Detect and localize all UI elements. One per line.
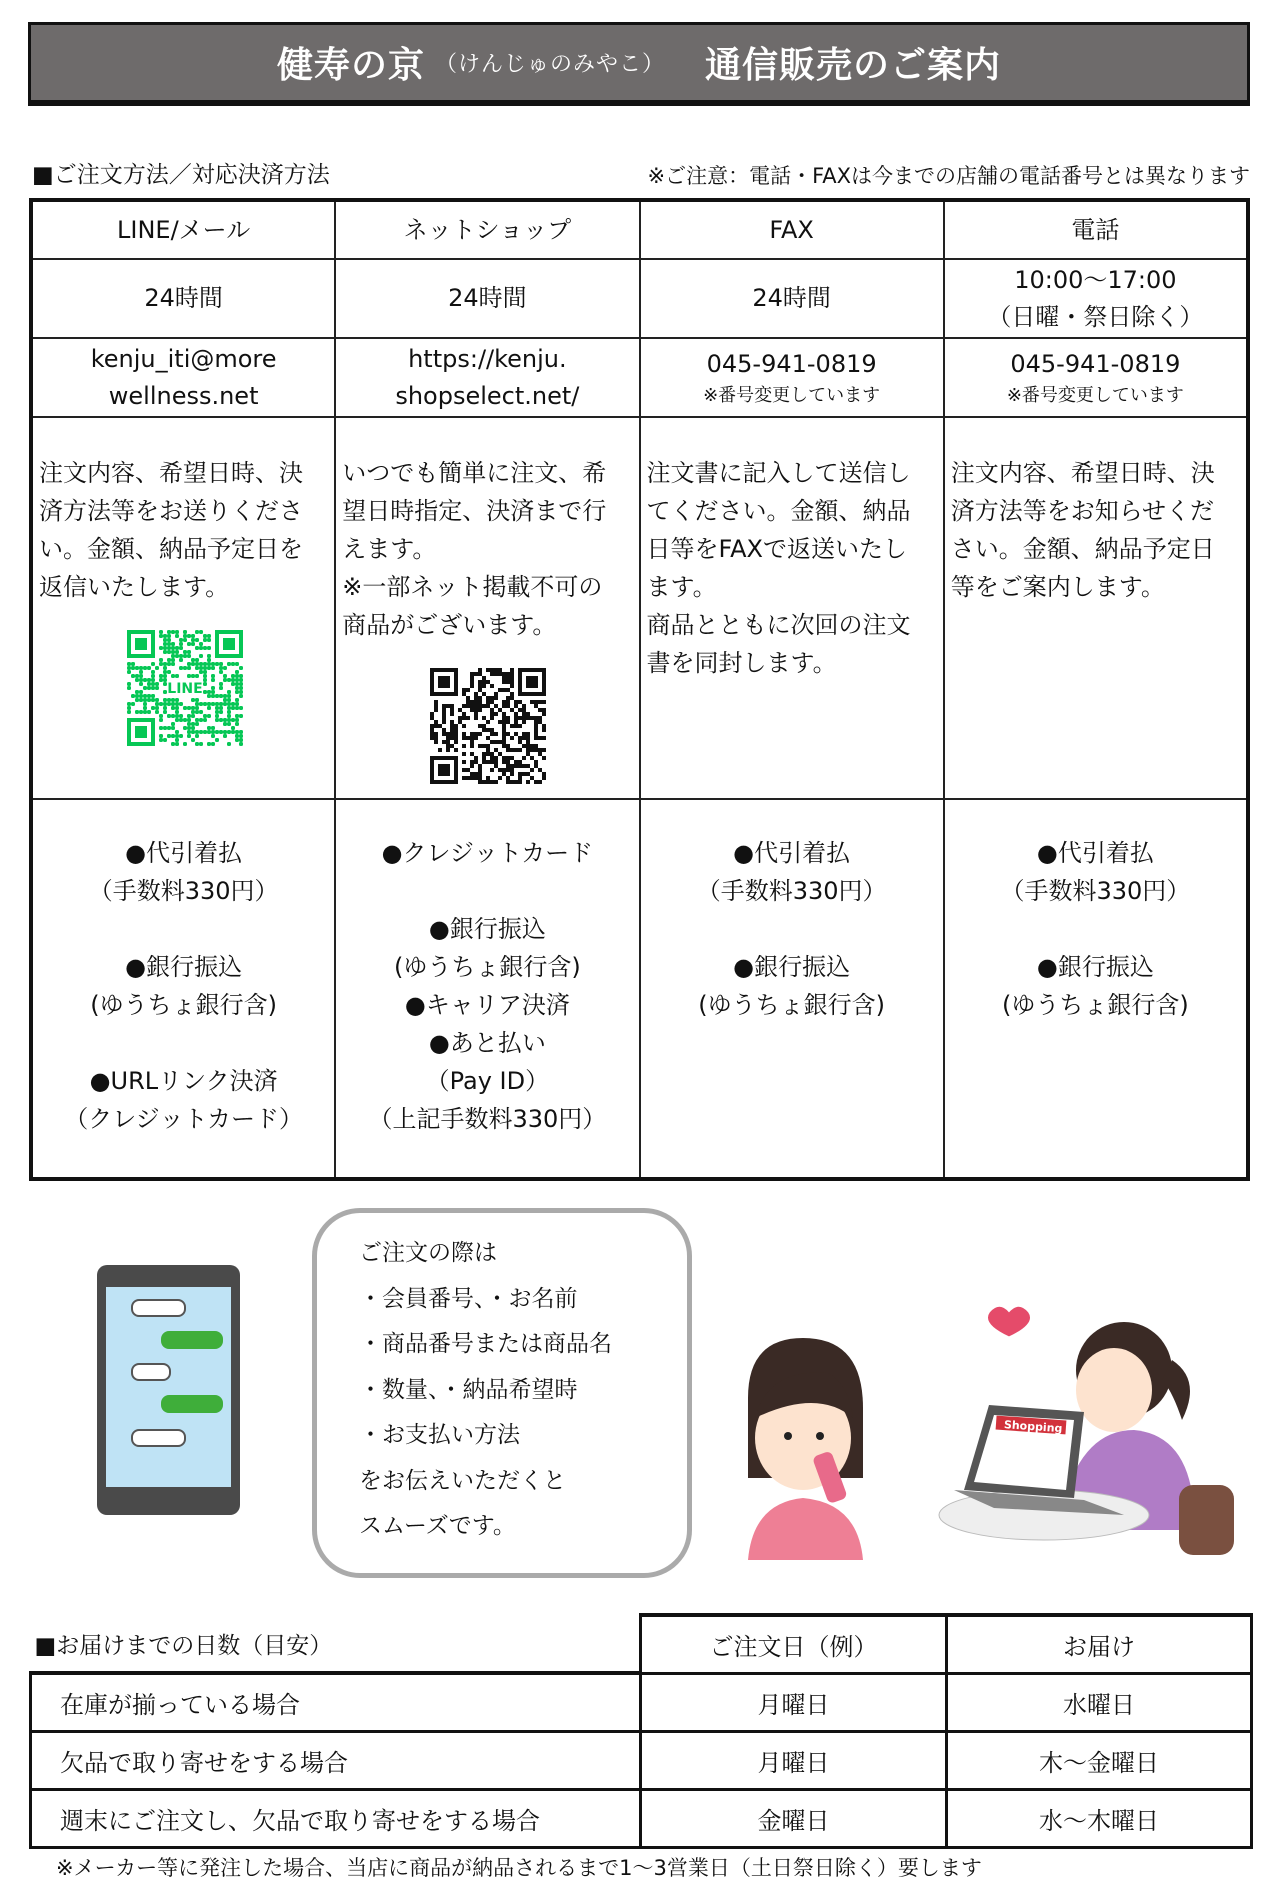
case-cell: 在庫が揃っている場合	[31, 1673, 641, 1731]
text-line: 等をご案内します。	[950, 573, 1165, 601]
table-row	[31, 1789, 1252, 1847]
order-day-cell: 月曜日	[641, 1673, 947, 1731]
text-line: ●銀行振込	[733, 953, 851, 981]
description-cell	[944, 417, 1248, 799]
woman-online-shopping-illustration	[934, 1300, 1234, 1556]
contact-note: ※番号変更しています	[1006, 385, 1184, 406]
order-day-cell: 月曜日	[641, 1731, 947, 1789]
text-line: てください。金額、納品	[646, 497, 911, 525]
footnote: ※メーカー等に発注した場合、当店に商品が納品されるまで1～3営業日（土日祭日除く）要します	[56, 1856, 982, 1880]
hours-cell	[31, 259, 335, 338]
method-name: 電話	[1071, 215, 1120, 244]
page-subtitle: 通信販売のご案内	[705, 45, 1002, 86]
delivery-day-cell: 木～金曜日	[947, 1731, 1252, 1789]
contact-cell[interactable]	[335, 338, 639, 417]
method-name: LINE/メール	[117, 215, 251, 244]
text-line: 済方法等をお送りくださ	[39, 497, 303, 525]
text-line: 済方法等をお知らせくだ	[950, 497, 1215, 525]
note-line: ・お支払い方法	[359, 1422, 520, 1448]
text-line: （Pay ID）	[425, 1067, 550, 1095]
text-line: ます。	[646, 573, 717, 601]
table-row	[31, 1673, 1252, 1731]
contact-cell	[944, 338, 1248, 417]
shop-qr-code[interactable]	[430, 668, 546, 784]
delivery-day-cell: 水曜日	[947, 1673, 1252, 1731]
text-line: ※一部ネット掲載不可の	[342, 573, 603, 601]
description-cell	[31, 417, 335, 799]
payment-methods-cell	[31, 799, 335, 1179]
phone-change-notice: ※ご注意：電話・FAXは今までの店舗の電話番号とは異なります	[647, 164, 1250, 188]
method-header	[31, 200, 335, 259]
header-delivery: お届け	[947, 1615, 1252, 1673]
delivery-day-cell: 水～木曜日	[947, 1789, 1252, 1847]
delivery-section-title: ■お届けまでの日数（目安）	[31, 1615, 641, 1673]
text-line: （日曜・祭日除く）	[987, 302, 1204, 331]
order-day-cell: 金曜日	[641, 1789, 947, 1847]
order-methods-table	[29, 198, 1250, 1181]
text-line: 045-941-0819	[1010, 350, 1181, 378]
text-line: https://kenju.	[408, 344, 567, 373]
text-line: 日等をFAXで返送いたし	[646, 535, 907, 563]
table-row	[31, 1731, 1252, 1789]
text-line: （クレジットカード）	[64, 1105, 303, 1133]
text-line: 望日時指定、決済まで行	[342, 497, 607, 525]
hours-cell	[640, 259, 944, 338]
line-qr-code[interactable]	[127, 630, 243, 746]
order-info-note	[312, 1208, 692, 1578]
note-line: ・会員番号、・お名前	[359, 1285, 578, 1312]
line-qr-label: LINE	[166, 681, 203, 697]
text-line: (ゆうちょ銀行含)	[698, 991, 885, 1019]
text-line	[945, 910, 1246, 948]
shop-name: 健寿の京	[276, 45, 425, 86]
text-line	[33, 910, 334, 948]
text-line: ●あと払い	[428, 1029, 546, 1057]
text-line: えます。	[342, 535, 437, 563]
payment-methods-cell	[335, 799, 639, 1179]
text-line: wellness.net	[108, 381, 259, 410]
text-line: （上記手数料330円）	[368, 1105, 607, 1133]
text-line: 10:00～17:00	[1014, 265, 1177, 294]
contact-note: ※番号変更しています	[703, 385, 881, 406]
text-line: shopselect.net/	[395, 381, 580, 410]
order-section-title: ■ご注文方法／対応決済方法	[32, 162, 330, 188]
text-line: 24時間	[144, 284, 223, 312]
text-line: いつでも簡単に注文、希	[342, 459, 607, 487]
text-line: kenju_iti@more	[90, 344, 277, 373]
text-line: さい。金額、納品予定日	[950, 535, 1215, 563]
case-cell: 欠品で取り寄せをする場合	[31, 1731, 641, 1789]
note-line: スムーズです。	[359, 1513, 516, 1539]
text-line: 商品とともに次回の注文	[646, 611, 911, 639]
text-line: 注文内容、希望日時、決	[950, 459, 1215, 487]
shop-name-reading: （けんじゅのみやこ）	[434, 52, 665, 77]
contact-cell[interactable]	[31, 338, 335, 417]
text-line: （手数料330円）	[1000, 877, 1191, 905]
header-order-day: ご注文日（例）	[641, 1615, 947, 1673]
text-line	[33, 1024, 334, 1062]
method-header	[640, 200, 944, 259]
text-line: ●代引着払	[1036, 839, 1154, 867]
text-line: (ゆうちょ銀行含)	[1002, 991, 1189, 1019]
method-name: ネットショップ	[403, 215, 572, 244]
hours-cell	[335, 259, 639, 338]
text-line: ●クレジットカード	[381, 839, 594, 867]
text-line	[336, 872, 638, 910]
text-line: ●代引着払	[733, 839, 851, 867]
note-line: ご注文の際は	[359, 1240, 497, 1266]
text-line: ●銀行振込	[1036, 953, 1154, 981]
note-line: ・数量、・納品希望時	[359, 1376, 578, 1403]
contact-cell	[640, 338, 944, 417]
smartphone-chat-illustration	[97, 1265, 240, 1515]
text-line: 注文内容、希望日時、決	[39, 459, 303, 487]
note-line: をお伝えいただくと	[359, 1467, 566, 1494]
description-cell	[640, 417, 944, 799]
method-header	[335, 200, 639, 259]
text-line: 返信いたします。	[39, 573, 230, 601]
payment-methods-cell	[944, 799, 1248, 1179]
delivery-days-table	[29, 1613, 1253, 1849]
text-line: ●URLリンク決済	[89, 1067, 278, 1095]
shopping-label: Shopping	[1003, 1418, 1063, 1436]
case-cell: 週末にご注文し、欠品で取り寄せをする場合	[31, 1789, 641, 1847]
method-name: FAX	[769, 215, 814, 244]
text-line: 注文書に記入して送信し	[646, 459, 911, 487]
text-line: ●代引着払	[125, 839, 243, 867]
woman-on-phone-illustration	[728, 1328, 878, 1560]
text-line: （手数料330円）	[88, 877, 279, 905]
text-line: 24時間	[448, 284, 527, 312]
text-line: ●銀行振込	[428, 915, 546, 943]
text-line: 045-941-0819	[706, 350, 877, 378]
note-line: ・商品番号または商品名	[359, 1331, 612, 1357]
method-header	[944, 200, 1248, 259]
hours-cell	[944, 259, 1248, 338]
text-line: （手数料330円）	[696, 877, 887, 905]
text-line: ●銀行振込	[125, 953, 243, 981]
text-line: (ゆうちょ銀行含)	[394, 953, 581, 981]
text-line: 書を同封します。	[646, 649, 837, 677]
text-line: (ゆうちょ銀行含)	[90, 991, 277, 1019]
text-line: い。金額、納品予定日を	[39, 535, 303, 563]
payment-methods-cell	[640, 799, 944, 1179]
text-line: 商品がございます。	[342, 611, 557, 639]
page-title-banner	[28, 22, 1250, 106]
text-line: 24時間	[752, 284, 831, 312]
text-line	[641, 910, 943, 948]
text-line: ●キャリア決済	[404, 991, 570, 1019]
description-cell	[335, 417, 639, 799]
